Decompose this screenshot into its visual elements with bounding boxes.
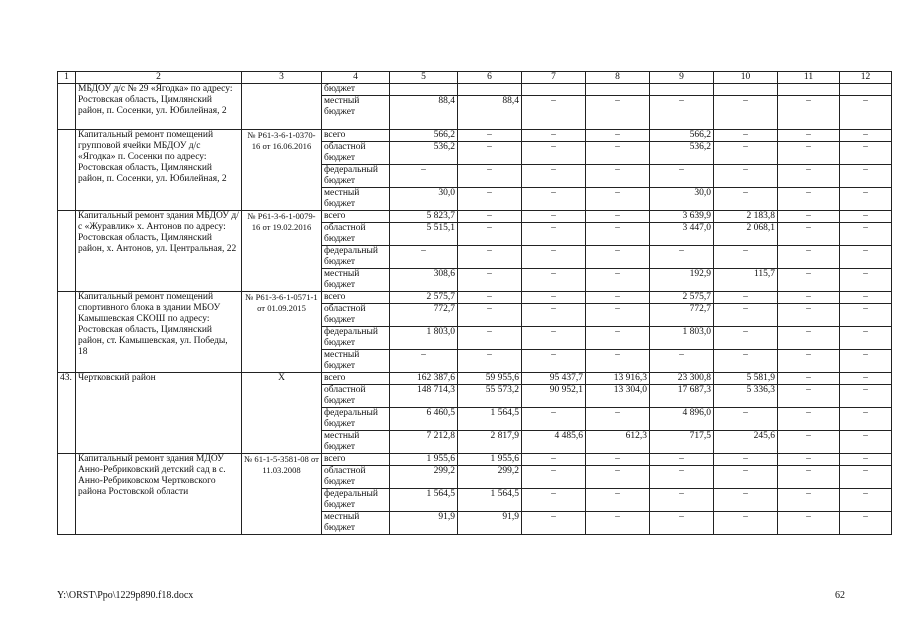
value-cell: – — [840, 130, 892, 142]
value-cell: – — [586, 292, 650, 304]
row-number: 43. — [58, 373, 76, 454]
value-cell: – — [778, 454, 840, 466]
value-cell: – — [840, 385, 892, 408]
value-cell: – — [522, 466, 586, 489]
funding-source: всего — [322, 454, 390, 466]
value-cell: 30,0 — [390, 188, 458, 211]
header-cell: 12 — [840, 72, 892, 84]
header-cell: 3 — [242, 72, 322, 84]
value-cell: 1 564,5 — [458, 489, 522, 512]
value-cell: – — [840, 431, 892, 454]
value-cell: – — [840, 165, 892, 188]
value-cell: – — [714, 512, 778, 535]
value-cell: – — [840, 292, 892, 304]
value-cell: 566,2 — [650, 130, 714, 142]
value-cell: – — [522, 211, 586, 223]
value-cell: – — [650, 246, 714, 269]
value-cell: – — [650, 454, 714, 466]
value-cell: – — [714, 292, 778, 304]
header-cell: 2 — [76, 72, 242, 84]
value-cell: 88,4 — [390, 96, 458, 130]
value-cell: – — [522, 350, 586, 373]
value-cell: – — [650, 466, 714, 489]
value-cell: 1 955,6 — [390, 454, 458, 466]
value-cell: – — [714, 327, 778, 350]
value-cell: – — [390, 350, 458, 373]
value-cell: – — [778, 373, 840, 385]
value-cell: – — [778, 304, 840, 327]
value-cell: – — [522, 142, 586, 165]
value-cell: – — [840, 246, 892, 269]
funding-source: областной бюджет — [322, 223, 390, 246]
value-cell: 91,9 — [458, 512, 522, 535]
value-cell: – — [778, 188, 840, 211]
object-name: Капитальный ремонт помещений спортивного блока в здании МБОУ Камышевская СКОШ по адресу: Ростовская область, Цимлянский район, ст. Камышевская, ул. Победы, 18 — [76, 292, 242, 373]
value-cell: – — [840, 211, 892, 223]
value-cell: 59 955,6 — [458, 373, 522, 385]
value-cell: – — [650, 512, 714, 535]
value-cell: 4 896,0 — [650, 408, 714, 431]
value-cell: – — [840, 304, 892, 327]
value-cell: – — [586, 466, 650, 489]
value-cell: 148 714,3 — [390, 385, 458, 408]
value-cell: – — [840, 408, 892, 431]
value-cell: – — [458, 327, 522, 350]
value-cell: 90 952,1 — [522, 385, 586, 408]
table-row — [58, 84, 892, 96]
value-cell: 192,9 — [650, 269, 714, 292]
value-cell: – — [650, 165, 714, 188]
value-cell: – — [586, 211, 650, 223]
value-cell: – — [714, 350, 778, 373]
value-cell: – — [778, 165, 840, 188]
value-cell: 88,4 — [458, 96, 522, 130]
table-row — [58, 211, 892, 223]
value-cell: 17 687,3 — [650, 385, 714, 408]
value-cell: – — [458, 142, 522, 165]
row-number — [58, 84, 76, 130]
value-cell: 1 803,0 — [390, 327, 458, 350]
value-cell: – — [522, 304, 586, 327]
funding-source: федеральный бюджет — [322, 489, 390, 512]
funding-source: областной бюджет — [322, 142, 390, 165]
header-cell: 7 — [522, 72, 586, 84]
funding-source: федеральный бюджет — [322, 327, 390, 350]
object-name: Капитальный ремонт помещений групповой ячейки МБДОУ д/с «Ягодка» п. Сосенки по адресу: Ростовская область, Цимлянский район, п. Сосенки, ул. Юбилейная, 2 — [76, 130, 242, 211]
value-cell: 30,0 — [650, 188, 714, 211]
value-cell: 1 564,5 — [458, 408, 522, 431]
value-cell: – — [840, 142, 892, 165]
funding-source: федеральный бюджет — [322, 246, 390, 269]
value-cell: 772,7 — [650, 304, 714, 327]
value-cell: 5 823,7 — [390, 211, 458, 223]
funding-source: областной бюджет — [322, 385, 390, 408]
value-cell: – — [778, 211, 840, 223]
value-cell: 566,2 — [390, 130, 458, 142]
value-cell: 95 437,7 — [522, 373, 586, 385]
value-cell: 3 447,0 — [650, 223, 714, 246]
value-cell: – — [714, 188, 778, 211]
value-cell: – — [714, 454, 778, 466]
funding-source: всего — [322, 373, 390, 385]
value-cell: – — [522, 96, 586, 130]
value-cell: – — [458, 223, 522, 246]
value-cell: 5 515,1 — [390, 223, 458, 246]
value-cell: – — [778, 142, 840, 165]
value-cell: – — [458, 292, 522, 304]
value-cell: 2 183,8 — [714, 211, 778, 223]
value-cell: – — [778, 96, 840, 130]
funding-source: местный бюджет — [322, 512, 390, 535]
value-cell: – — [522, 246, 586, 269]
value-cell: – — [586, 512, 650, 535]
value-cell: – — [778, 327, 840, 350]
value-cell: – — [586, 142, 650, 165]
funding-source: местный бюджет — [322, 350, 390, 373]
value-cell: – — [458, 269, 522, 292]
value-cell: 717,5 — [650, 431, 714, 454]
funding-source: местный бюджет — [322, 431, 390, 454]
value-cell: – — [714, 466, 778, 489]
funding-source: федеральный бюджет — [322, 408, 390, 431]
value-cell: – — [714, 304, 778, 327]
table-row — [58, 292, 892, 304]
value-cell: – — [650, 350, 714, 373]
header-cell: 1 — [58, 72, 76, 84]
value-cell: 308,6 — [390, 269, 458, 292]
value-cell: – — [840, 96, 892, 130]
funding-source: местный бюджет — [322, 269, 390, 292]
header-row — [58, 72, 892, 84]
value-cell: – — [714, 165, 778, 188]
funding-source: областной бюджет — [322, 304, 390, 327]
value-cell — [390, 84, 458, 96]
header-cell: 4 — [322, 72, 390, 84]
value-cell: – — [778, 223, 840, 246]
table-row — [58, 373, 892, 385]
value-cell: 1 564,5 — [390, 489, 458, 512]
value-cell: – — [458, 350, 522, 373]
value-cell: – — [522, 269, 586, 292]
value-cell: – — [840, 269, 892, 292]
value-cell: – — [522, 292, 586, 304]
object-name: МБДОУ д/с № 29 «Ягодка» по адресу: Ростовская область, Цимлянский район, п. Сосенки, ул. Юбилейная, 2 — [76, 84, 242, 130]
value-cell: – — [586, 246, 650, 269]
value-cell: – — [778, 130, 840, 142]
object-name: Капитальный ремонт здания МБДОУ д/с «Журавлик» х. Антонов по адресу: Ростовская область, Цимлянский район, х. Антонов, ул. Центральная, 22 — [76, 211, 242, 292]
value-cell: 115,7 — [714, 269, 778, 292]
value-cell: – — [586, 304, 650, 327]
value-cell: 1 803,0 — [650, 327, 714, 350]
value-cell: – — [778, 466, 840, 489]
header-cell: 9 — [650, 72, 714, 84]
table-row — [58, 130, 892, 142]
value-cell — [778, 84, 840, 96]
value-cell: – — [840, 350, 892, 373]
funding-source: всего — [322, 292, 390, 304]
value-cell: – — [522, 512, 586, 535]
header-cell: 5 — [390, 72, 458, 84]
value-cell: 612,3 — [586, 431, 650, 454]
value-cell: 536,2 — [650, 142, 714, 165]
value-cell: – — [778, 385, 840, 408]
footer-file-path: Y:\ORST\Ppo\1229p890.f18.docx — [57, 590, 194, 601]
row-number — [58, 292, 76, 373]
value-cell: – — [586, 96, 650, 130]
document-ref: Х — [242, 373, 322, 454]
value-cell: – — [586, 269, 650, 292]
header-cell: 8 — [586, 72, 650, 84]
value-cell: 536,2 — [390, 142, 458, 165]
funding-source: всего — [322, 211, 390, 223]
value-cell: 2 575,7 — [390, 292, 458, 304]
value-cell: – — [714, 96, 778, 130]
value-cell: – — [840, 512, 892, 535]
value-cell: 3 639,9 — [650, 211, 714, 223]
value-cell: – — [586, 130, 650, 142]
value-cell: – — [586, 188, 650, 211]
value-cell: – — [586, 223, 650, 246]
value-cell: – — [586, 327, 650, 350]
value-cell — [458, 84, 522, 96]
value-cell: – — [390, 246, 458, 269]
funding-source: бюджет — [322, 84, 390, 96]
value-cell: – — [522, 223, 586, 246]
value-cell: – — [522, 489, 586, 512]
funding-source: местный бюджет — [322, 188, 390, 211]
value-cell: 1 955,6 — [458, 454, 522, 466]
value-cell: – — [714, 142, 778, 165]
value-cell — [522, 84, 586, 96]
value-cell: 245,6 — [714, 431, 778, 454]
object-name: Чертковский район — [76, 373, 242, 454]
funding-source: федеральный бюджет — [322, 165, 390, 188]
header-cell: 6 — [458, 72, 522, 84]
header-cell: 10 — [714, 72, 778, 84]
value-cell: – — [522, 454, 586, 466]
value-cell: – — [778, 350, 840, 373]
row-number — [58, 454, 76, 535]
value-cell: – — [840, 373, 892, 385]
value-cell: – — [714, 489, 778, 512]
value-cell: – — [650, 96, 714, 130]
value-cell: – — [522, 165, 586, 188]
value-cell: – — [586, 489, 650, 512]
document-ref — [242, 84, 322, 130]
value-cell: – — [714, 246, 778, 269]
funding-source: местный бюджет — [322, 96, 390, 130]
value-cell: 7 212,8 — [390, 431, 458, 454]
value-cell: 6 460,5 — [390, 408, 458, 431]
value-cell: 4 485,6 — [522, 431, 586, 454]
value-cell: 2 575,7 — [650, 292, 714, 304]
object-name: Капитальный ремонт здания МДОУ Анно-Ребриковский детский сад в с. Анно-Ребриковском Чертковского района Ростовской области — [76, 454, 242, 535]
value-cell: – — [778, 269, 840, 292]
value-cell: – — [840, 454, 892, 466]
document-ref: № Р61-3-6-1-0370-16 от 16.06.2016 — [242, 130, 322, 211]
value-cell: – — [778, 512, 840, 535]
row-number — [58, 130, 76, 211]
value-cell: – — [840, 327, 892, 350]
value-cell: – — [778, 431, 840, 454]
footer-page-number: 62 — [835, 590, 845, 601]
value-cell: – — [840, 489, 892, 512]
value-cell: 91,9 — [390, 512, 458, 535]
value-cell: – — [586, 165, 650, 188]
value-cell: – — [458, 165, 522, 188]
budget-table — [57, 71, 892, 535]
value-cell: – — [458, 130, 522, 142]
value-cell: 5 336,3 — [714, 385, 778, 408]
value-cell: 5 581,9 — [714, 373, 778, 385]
value-cell — [586, 84, 650, 96]
value-cell: 299,2 — [390, 466, 458, 489]
value-cell: – — [522, 188, 586, 211]
value-cell: – — [458, 304, 522, 327]
value-cell: 13 304,0 — [586, 385, 650, 408]
value-cell: – — [522, 130, 586, 142]
value-cell: – — [586, 350, 650, 373]
value-cell: – — [778, 292, 840, 304]
funding-source: областной бюджет — [322, 466, 390, 489]
value-cell: – — [714, 408, 778, 431]
document-ref: № Р61-3-6-1-0571-1 от 01.09.2015 — [242, 292, 322, 373]
value-cell: – — [840, 223, 892, 246]
value-cell: 772,7 — [390, 304, 458, 327]
document-ref: № Р61-3-6-1-0079-16 от 19.02.2016 — [242, 211, 322, 292]
value-cell: – — [778, 246, 840, 269]
value-cell: – — [586, 454, 650, 466]
value-cell: – — [778, 408, 840, 431]
value-cell: – — [458, 246, 522, 269]
value-cell: – — [840, 188, 892, 211]
value-cell: 2 817,9 — [458, 431, 522, 454]
value-cell: – — [650, 489, 714, 512]
value-cell: 13 916,3 — [586, 373, 650, 385]
funding-source: всего — [322, 130, 390, 142]
value-cell: 55 573,2 — [458, 385, 522, 408]
value-cell — [714, 84, 778, 96]
value-cell: 162 387,6 — [390, 373, 458, 385]
value-cell: – — [390, 165, 458, 188]
value-cell: 2 068,1 — [714, 223, 778, 246]
table-row — [58, 454, 892, 466]
value-cell: – — [714, 130, 778, 142]
row-number — [58, 211, 76, 292]
value-cell — [840, 84, 892, 96]
value-cell: – — [586, 408, 650, 431]
value-cell: – — [840, 466, 892, 489]
document-ref: № 61-1-5-3581-08 от 11.03.2008 — [242, 454, 322, 535]
value-cell: 23 300,8 — [650, 373, 714, 385]
value-cell: – — [778, 489, 840, 512]
value-cell: – — [458, 188, 522, 211]
value-cell: – — [522, 408, 586, 431]
value-cell — [650, 84, 714, 96]
header-cell: 11 — [778, 72, 840, 84]
value-cell: 299,2 — [458, 466, 522, 489]
value-cell: – — [522, 327, 586, 350]
value-cell: – — [458, 211, 522, 223]
